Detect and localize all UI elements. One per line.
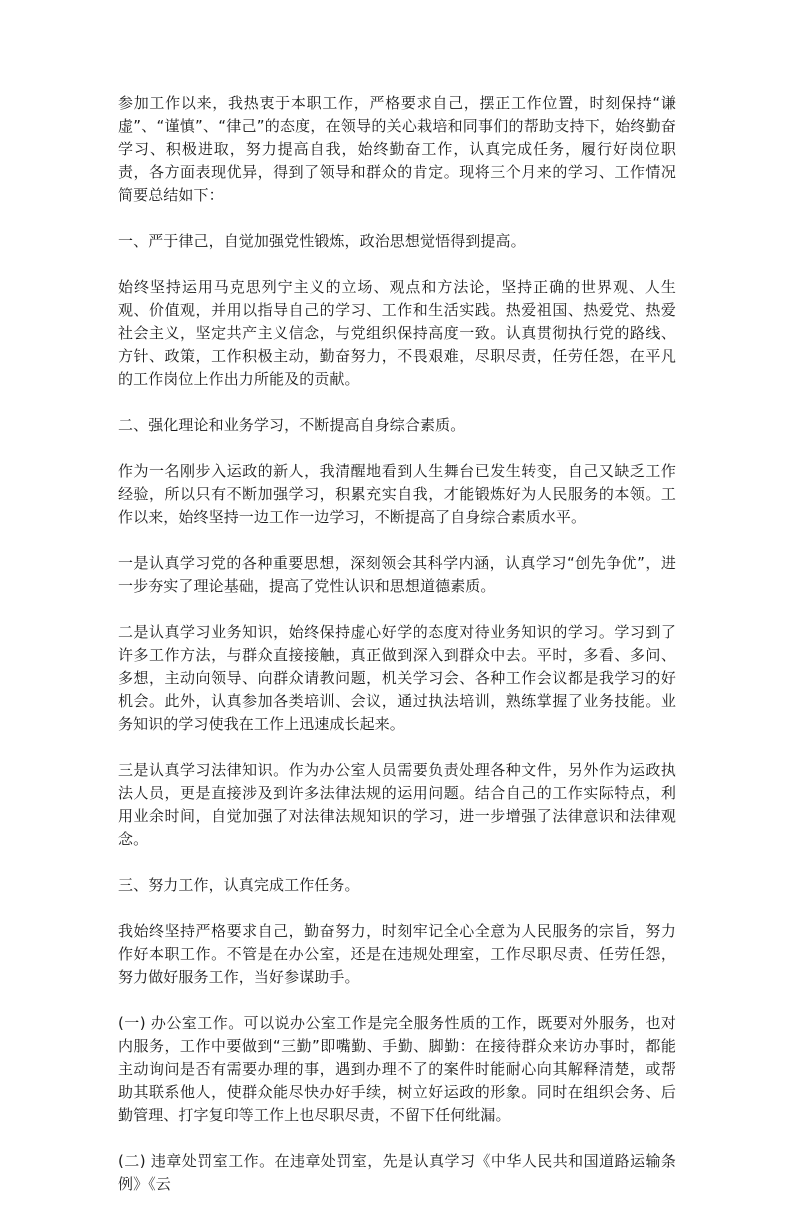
section-2-item-2: 二是认真学习业务知识，始终保持虚心好学的态度对待业务知识的学习。学习到了许多工作方法，与群众直接接触，真正做到深入到群众中去。平时，多看、多问、多想，主动向领导、向群众请教问题，机关学习会、各种工作会议都是我学习的好机会。此外，认真参加各类培训、会议，通过执法培训，熟练掌握了业务技能。业务知识的学习使我在工作上迅速成长起来。 [118,623,676,733]
section-2-paragraph: 作为一名刚步入运政的新人，我清醒地看到人生舞台已发生转变，自己又缺乏工作经验，所以只有不断加强学习，积累充实自我，才能锻炼好为人民服务的本领。工作以来，始终坚持一边工作一边学习，不断提高了自身综合素质水平。 [118,462,676,526]
intro-paragraph: 参加工作以来，我热衷于本职工作，严格要求自己，摆正工作位置，时刻保持“谦虚”、“谨慎”、“律己”的态度，在领导的关心栽培和同事们的帮助支持下，始终勤奋学习、积极进取，努力提高自我，始终勤奋工作，认真完成任务，履行好岗位职责，各方面表现优异，得到了领导和群众的肯定。现将三个月来的学习、工作情况简要总结如下： [118,94,676,204]
section-2-item-3: 三是认真学习法律知识。作为办公室人员需要负责处理各种文件，另外作为运政执法人员，更是直接涉及到许多法律法规的运用问题。结合自己的工作实际特点，利用业余时间，自觉加强了对法律法规知识的学习，进一步增强了法律意识和法律观念。 [118,761,676,848]
section-heading-1: 一、严于律己，自觉加强党性锻炼，政治思想觉悟得到提高。 [118,232,526,250]
section-1-paragraph: 始终坚持运用马克思列宁主义的立场、观点和方法论，坚持正确的世界观、人生观、价值观，并用以指导自己的学习、工作和生活实践。热爱祖国、热爱党、热爱社会主义，坚定共产主义信念，与党组织保持高度一致。认真贯彻执行党的路线、方针、政策，工作积极主动，勤奋努力，不畏艰难，尽职尽责，任劳任怨，在平凡的工作岗位上作出力所能及的贡献。 [118,278,676,388]
section-heading-3: 三、努力工作，认真完成工作任务。 [118,876,360,894]
section-3-paragraph: 我始终坚持严格要求自己，勤奋努力，时刻牢记全心全意为人民服务的宗旨，努力作好本职工作。不管是在办公室，还是在违规处理室，工作尽职尽责、任劳任怨，努力做好服务工作，当好参谋助手。 [118,922,676,986]
section-heading-2: 二、强化理论和业务学习，不断提高自身综合素质。 [118,416,466,434]
section-2-item-1: 一是认真学习党的各种重要思想，深刻领会其科学内涵，认真学习“创先争优”，进一步夯实了理论基础，提高了党性认识和思想道德素质。 [118,554,676,595]
section-3-item-1: (一) 办公室工作。可以说办公室工作是完全服务性质的工作，既要对外服务，也对内服务，工作中要做到“三勤”即嘴勤、手勤、脚勤：在接待群众来访办事时，都能主动询问是否有需要办理的事，遇到办理不了的案件时能耐心向其解释清楚，或帮助其联系他人，使群众能尽快办好手续，树立好运政的形象。同时在组织会务、后勤管理、打字复印等工作上也尽职尽责，不留下任何纰漏。 [118,1014,676,1124]
section-3-item-2: (二) 违章处罚室工作。在违章处罚室，先是认真学习《中华人民共和国道路运输条例》《云 [118,1152,676,1193]
document-page [118,92,676,1219]
